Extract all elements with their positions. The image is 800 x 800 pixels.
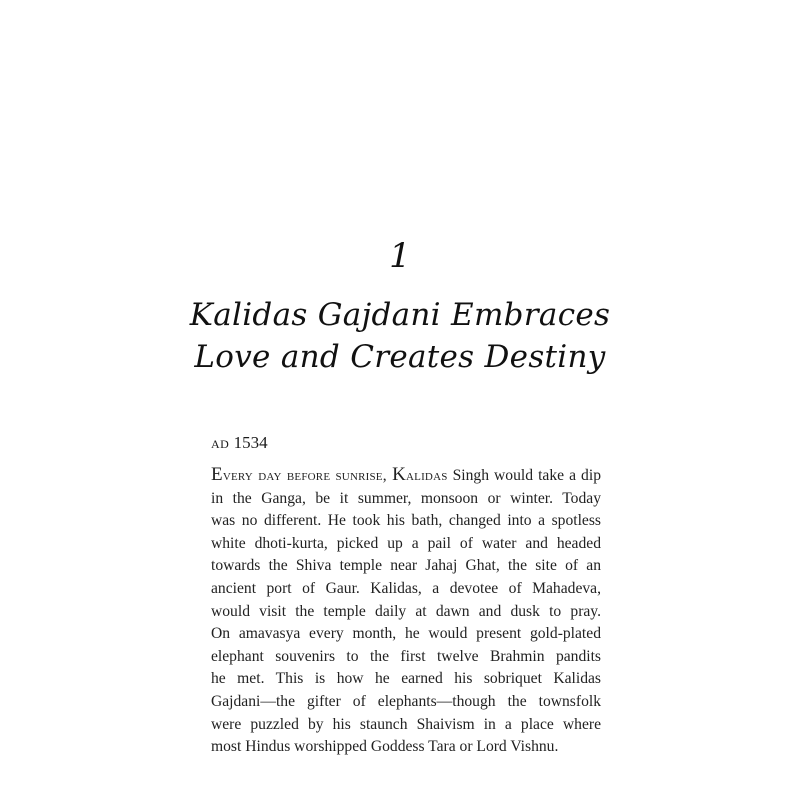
paragraph-line: On amavasya every month, he would present gold-plated [211,625,601,643]
era-label: ad [211,433,230,452]
chapter-title-line-2: Love and Creates Destiny [194,339,606,375]
paragraph-lead [211,464,448,485]
lead-capital-k: K [392,464,406,485]
body-paragraph [211,464,601,759]
lead-small-caps-1: very day before sunrise, [222,467,393,484]
paragraph-line [211,464,601,488]
lead-capital-e: E [211,464,223,485]
paragraph-line: in the Ganga, be it summer, monsoon or winter. Today [211,489,601,507]
paragraph-line-1-text: Singh would take a dip [447,467,601,484]
paragraph-line: elephant souvenirs to the first twelve Brahmin pandits [211,647,601,665]
paragraph-line: was no different. He took his bath, changed into a spotless [211,512,601,530]
lead-small-caps-2: alidas [406,467,448,484]
era-year: 1534 [233,433,268,452]
paragraph-line: were puzzled by his staunch Shaivism in a place where [211,715,601,733]
chapter-title-line-1: Kalidas Gajdani Embraces [189,297,611,333]
paragraph-line: would visit the temple daily at dawn and dusk to pray. [211,602,601,620]
paragraph-line: most Hindus worshipped Goddess Tara or Lord Vishnu. [211,738,559,756]
chapter-title [150,294,650,378]
paragraph-line: towards the Shiva temple near Jahaj Ghat, the site of an [211,557,601,575]
chapter-number: 1 [389,236,411,276]
era-heading [211,432,268,454]
paragraph-line: he met. This is how he earned his sobriquet Kalidas [211,670,601,688]
paragraph-line: ancient port of Gaur. Kalidas, a devotee of Mahadeva, [211,579,601,597]
paragraph-line: white dhoti-kurta, picked up a pail of water and headed [211,534,601,552]
paragraph-line: Gajdani—the gifter of elephants—though the townsfolk [211,692,601,710]
